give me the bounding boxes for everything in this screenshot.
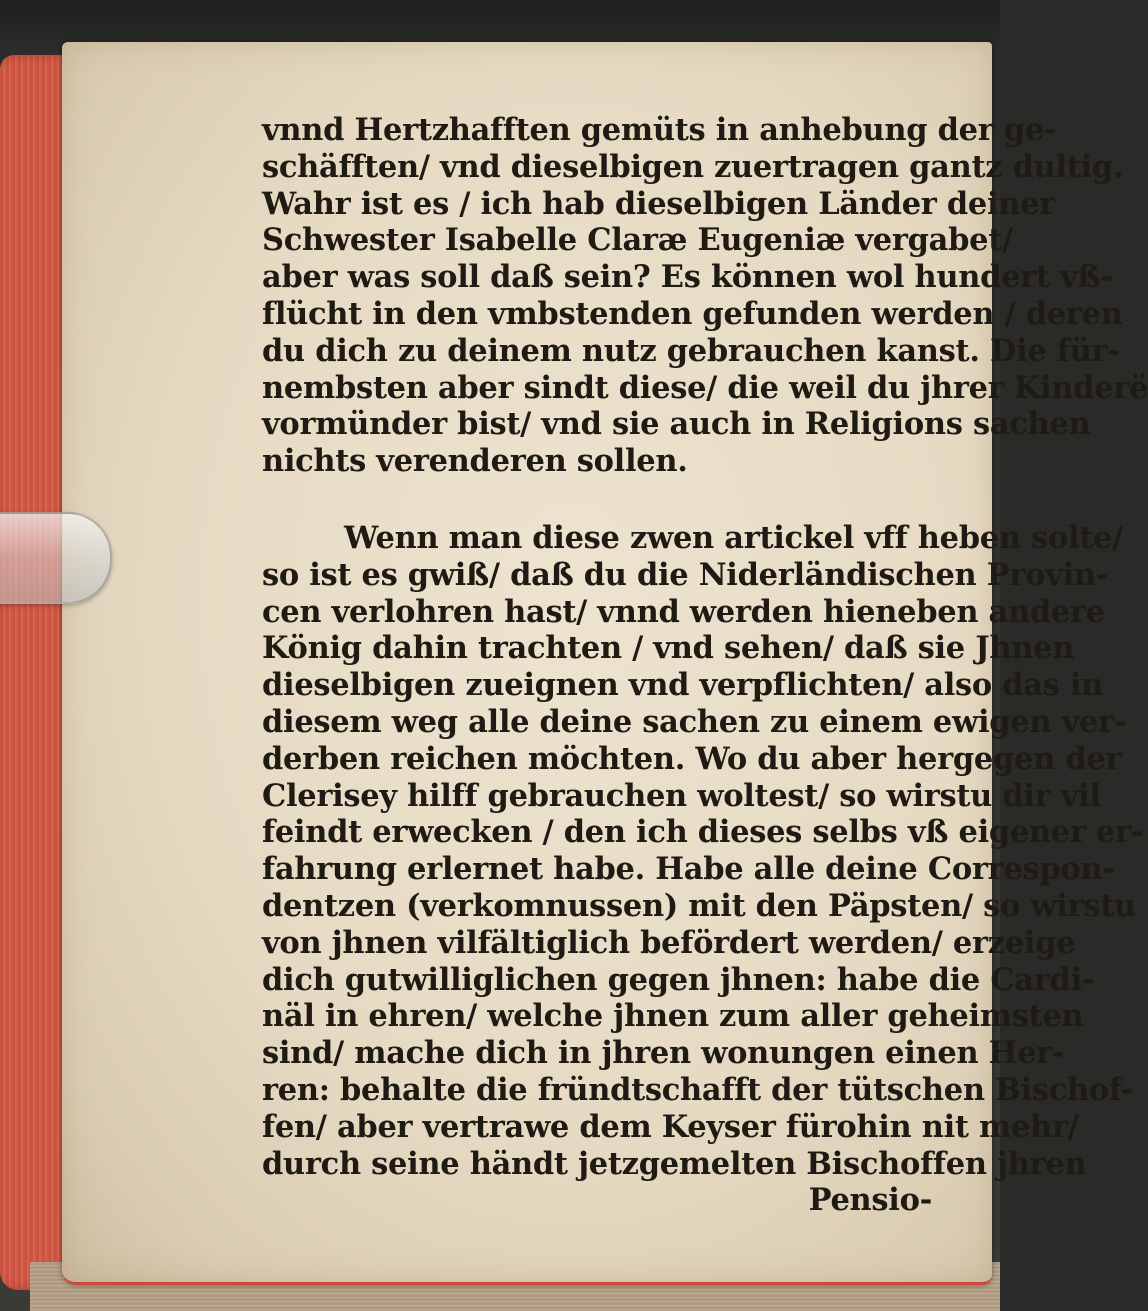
text-line: vnnd Hertzhafften gemüts in anhebung der ge-	[262, 112, 1057, 148]
paragraph-1	[262, 112, 1148, 480]
text-line: nembsten aber sindt diese/ die weil du jhrer Kinderë	[262, 369, 1148, 406]
text-line: fen/ aber vertrawe dem Keyser fürohin nit mehr/	[262, 1108, 1079, 1145]
text-line: Wenn man diese zwen artickel vff heben solte/	[344, 519, 1123, 556]
text-line: ren: behalte die fründtschafft der tütschen Bischof-	[262, 1071, 1134, 1108]
paragraph-2	[262, 519, 1144, 1182]
text-line: Schwester Isabelle Claræ Eugeniæ vergabet/	[262, 222, 1013, 259]
text-line: näl in ehren/ welche jhnen zum aller geheimsten	[262, 998, 1084, 1035]
paragraph-gap	[262, 480, 932, 520]
text-line: dich gutwilliglichen gegen jhnen: habe die Cardi-	[262, 961, 1095, 998]
bookmark-clip	[0, 512, 112, 604]
text-line: fahrung erlernet habe. Habe alle deine Correspon-	[262, 851, 1115, 888]
text-line: du dich zu deinem nutz gebrauchen kanst. Die für-	[262, 332, 1120, 369]
catchword: Pensio-	[808, 1182, 932, 1219]
text-line: derben reichen möchten. Wo du aber hergegen der	[262, 740, 1122, 777]
text-line: so ist es gwiß/ daß du die Niderländischen Provin-	[262, 556, 1109, 593]
text-line: feindt erwecken / den ich dieses selbs vß eigener er-	[262, 814, 1144, 851]
text-line: schäfften/ vnd dieselbigen zuertragen gantz dultig.	[262, 148, 1124, 185]
text-line: Clerisey hilff gebrauchen woltest/ so wirstu dir vil	[262, 777, 1101, 814]
text-line: dieselbigen zueignen vnd verpflichten/ also das in	[262, 667, 1104, 704]
text-line: flücht in den vmbstenden gefunden werden / deren	[262, 295, 1123, 332]
text-line: sind/ mache dich in jhren wonungen einen Her-	[262, 1035, 1065, 1072]
text-line: dentzen (verkomnussen) mit den Päpsten/ so wirstu	[262, 887, 1136, 924]
page-text	[262, 112, 1148, 1219]
text-line: König dahin trachten / vnd sehen/ daß sie Jhnen	[262, 630, 1075, 667]
text-line: cen verlohren hast/ vnnd werden hieneben andere	[262, 593, 1105, 630]
text-line: aber was soll daß sein? Es können wol hundert vß-	[262, 259, 1113, 296]
text-line: durch seine händt jetzgemelten Bischoffen jhren	[262, 1145, 1087, 1182]
text-line: diesem weg alle deine sachen zu einem ewigen ver-	[262, 703, 1127, 740]
text-line: nichts verenderen sollen.	[262, 443, 688, 480]
text-line: von jhnen vilfältiglich befördert werden/ erzeige	[262, 924, 1076, 961]
text-line: vormünder bist/ vnd sie auch in Religions sachen	[262, 406, 1091, 443]
text-line: Wahr ist es / ich hab dieselbigen Länder deiner	[262, 185, 1056, 222]
